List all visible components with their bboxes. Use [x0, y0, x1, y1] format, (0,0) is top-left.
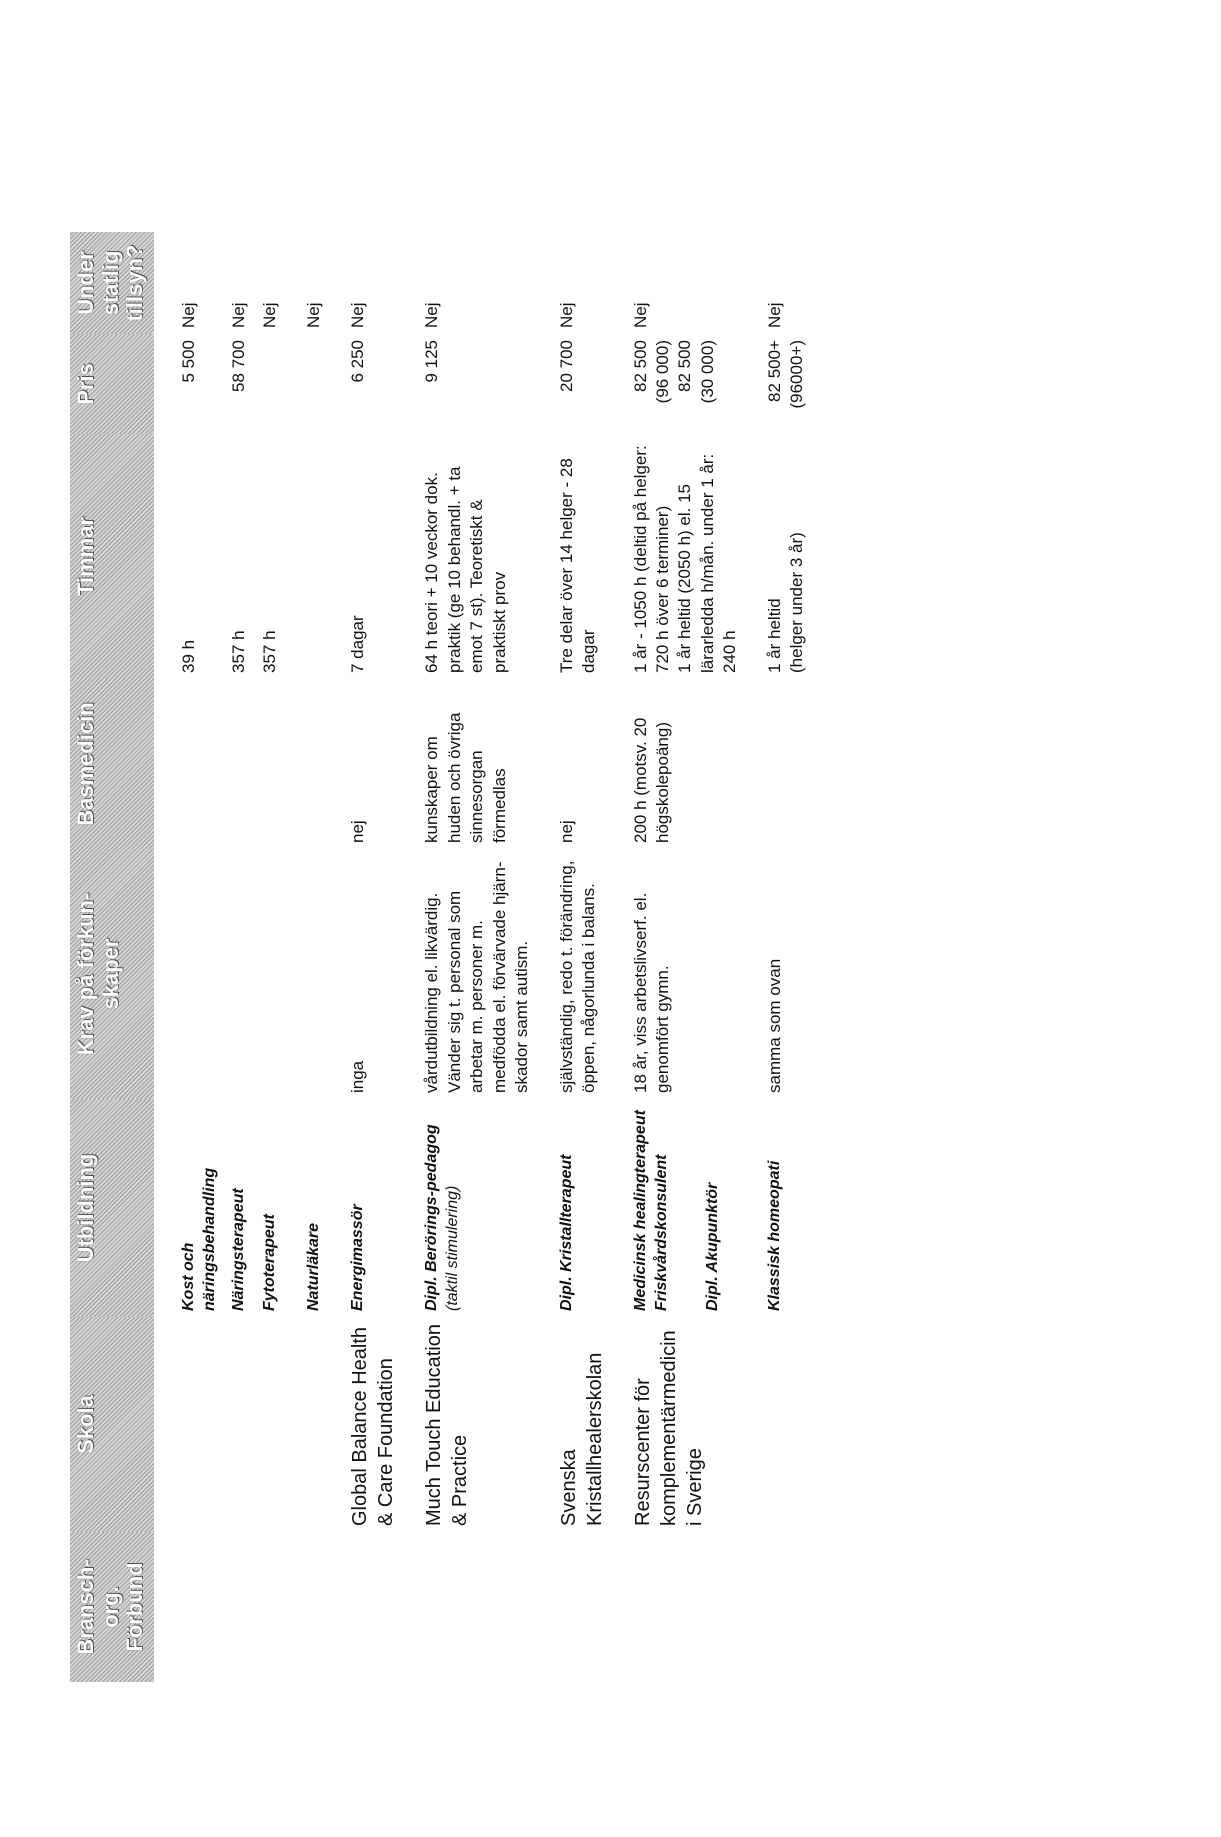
- cell-education: [154, 1099, 347, 1317]
- header-label: Under statlig tillsyn?: [73, 244, 148, 322]
- education-item: Näringsterapeut: [229, 1188, 247, 1311]
- cell-supervision: [421, 232, 555, 334]
- school-text: Svenska Kristallhealerskolan: [557, 1352, 606, 1526]
- school-text: Much Touch Education & Practice: [423, 1324, 472, 1526]
- cell-basmedicin: [347, 679, 421, 849]
- cell-basmedicin: [764, 679, 831, 849]
- header-krav: [70, 849, 154, 1099]
- hours-item: 39 h: [178, 639, 198, 673]
- supervision-item: Nej: [303, 302, 323, 328]
- cell-price: [347, 334, 421, 434]
- education-item: Fytoterapeut: [260, 1214, 278, 1311]
- table-row: [630, 232, 764, 1682]
- cell-school: [154, 1317, 347, 1532]
- header-label: Skola: [73, 1395, 98, 1454]
- header-label: Krav på förkun- skaper: [73, 892, 123, 1056]
- cell-requirements: [154, 849, 347, 1099]
- requirements-text: vårdutbildning el. likvärdig. Vänder sig t. personal som arbetar m. personer m. medfödda el. förvärvade hjärn-skador samt autism.: [422, 861, 532, 1093]
- header-skola: [70, 1317, 154, 1532]
- header-timmar: [70, 434, 154, 679]
- hours-item: 64 h teori + 10 veckor dok. praktik (ge 10 behandl. + ta emot 7 st). Teoretiskt & praktiskt prov: [422, 466, 509, 673]
- cell-org: [556, 1532, 630, 1682]
- cell-school: [556, 1317, 630, 1532]
- cell-price: [421, 334, 555, 434]
- supervision-item: Nej: [178, 302, 198, 328]
- hours-item: 1 år heltid: [764, 598, 784, 673]
- hours-item: (helger under 3 år): [787, 532, 807, 673]
- education-item: Medicinsk healingterapeut: [631, 1110, 649, 1311]
- education-item: Klassisk homeopati: [765, 1160, 783, 1311]
- price-item: 82 500: [630, 340, 650, 392]
- requirements-text: självständig, redo t. förändring, öppen, någorlunda i balans.: [556, 860, 598, 1093]
- cell-education: [556, 1099, 630, 1317]
- header-basmedicin: [70, 679, 154, 849]
- header-utbildning: [70, 1099, 154, 1317]
- cell-price: [630, 334, 764, 434]
- header-row: [70, 232, 154, 1682]
- cell-supervision: [154, 232, 347, 334]
- supervision-item: Nej: [259, 302, 279, 328]
- hours-item: 1 år heltid (2050 h) el. 15 lärarledda h/mån. under 1 år: 240 h: [675, 453, 740, 673]
- cell-requirements: [630, 849, 764, 1099]
- header-label: Timmar: [73, 516, 98, 597]
- cell-basmedicin: [556, 679, 630, 849]
- basmedicin-text: 200 h (motsv. 20 högskolepoäng): [630, 717, 672, 843]
- requirements-text: samma som ovan: [764, 958, 784, 1093]
- education-item: Dipl. Berörings-pedagog: [423, 1124, 441, 1311]
- cell-price: [556, 334, 630, 434]
- education-note: (taktil stimulering): [444, 1185, 462, 1311]
- cell-org: [421, 1532, 555, 1682]
- basmedicin-text: nej: [348, 820, 368, 843]
- supervision-item: Nej: [228, 302, 248, 328]
- requirements-text: 18 år, viss arbetslivserf. el. genomfört gymn.: [630, 892, 672, 1093]
- cell-requirements: [347, 849, 421, 1099]
- cell-hours: [556, 434, 630, 679]
- basmedicin-text: kunskaper om huden och övriga sinnesorgan förmedlas: [422, 712, 509, 843]
- cell-requirements: [764, 849, 831, 1099]
- cell-school: [630, 1317, 764, 1532]
- supervision-item: Nej: [422, 302, 442, 328]
- header-branschorg: [70, 1532, 154, 1682]
- cell-price: [154, 334, 347, 434]
- cell-price: [764, 334, 831, 434]
- school-text: Global Balance Health & Care Foundation: [349, 1326, 398, 1526]
- cell-hours: [630, 434, 764, 679]
- cell-education: [630, 1099, 764, 1317]
- price-item: 58 700: [228, 340, 248, 392]
- education-item: Dipl. Kristallterapeut: [557, 1154, 575, 1311]
- cell-basmedicin: [630, 679, 764, 849]
- cell-school: [421, 1317, 555, 1532]
- header-tillsyn: [70, 232, 154, 334]
- price-item: 5 500: [178, 340, 198, 383]
- table-row: [764, 232, 831, 1682]
- cell-hours: [154, 434, 347, 679]
- price-item: (30 000): [697, 340, 717, 404]
- cell-hours: [421, 434, 555, 679]
- cell-supervision: [630, 232, 764, 334]
- education-item: Energimassör: [349, 1204, 367, 1311]
- supervision-item: Nej: [630, 302, 650, 328]
- cell-education: [347, 1099, 421, 1317]
- cell-basmedicin: [421, 679, 555, 849]
- price-item: [259, 340, 303, 428]
- basmedicin-text: nej: [556, 820, 576, 843]
- cell-school: [347, 1317, 421, 1532]
- cell-supervision: [347, 232, 421, 334]
- cell-requirements: [421, 849, 555, 1099]
- header-label: Pris: [73, 363, 98, 405]
- hours-item: 7 dagar: [348, 615, 368, 673]
- cell-education: [421, 1099, 555, 1317]
- cell-education: [764, 1099, 831, 1317]
- cell-org: [347, 1532, 421, 1682]
- table-row: [154, 232, 347, 1682]
- education-item: Kost och näringsbehandling: [179, 1167, 218, 1311]
- rotated-sheet: [0, 172, 1221, 1837]
- header-label: Bransch- org. Förbund: [73, 1559, 148, 1655]
- table-row: [421, 232, 555, 1682]
- supervision-item: Nej: [764, 302, 784, 328]
- cell-org: [154, 1532, 347, 1682]
- header-label: Utbildning: [73, 1153, 98, 1263]
- price-item: 9 125: [422, 340, 442, 383]
- hours-item: 1 år - 1050 h (deltid på helger: 720 h över 6 terminer): [630, 445, 672, 673]
- table-row: [347, 232, 421, 1682]
- education-item: Naturläkare: [304, 1222, 322, 1311]
- school-text: Resurscenter för komplementärmedicin i Sverige: [631, 1330, 706, 1526]
- requirements-text: inga: [348, 1060, 368, 1093]
- cell-school: [764, 1317, 831, 1532]
- price-item: 82 500: [675, 340, 695, 392]
- header-label: Basmedicin: [73, 702, 98, 826]
- price-item: (96000+): [787, 340, 807, 409]
- cell-basmedicin: [154, 679, 347, 849]
- cell-hours: [764, 434, 831, 679]
- cell-hours: [347, 434, 421, 679]
- cell-supervision: [556, 232, 630, 334]
- hours-item: 357 h: [259, 630, 279, 673]
- hours-item: 357 h: [228, 630, 248, 673]
- education-item: Dipl. Akupunktör: [703, 1182, 721, 1311]
- education-item: Friskvårdskonsulent: [652, 1154, 670, 1311]
- supervision-item: Nej: [348, 302, 368, 328]
- hours-item: Tre delar över 14 helger - 28 dagar: [556, 458, 598, 673]
- cell-supervision: [764, 232, 831, 334]
- cell-org: [764, 1532, 831, 1682]
- price-item: (96 000): [652, 340, 672, 404]
- price-item: 82 500+: [764, 340, 784, 402]
- price-item: 6 250: [348, 340, 368, 383]
- supervision-item: Nej: [556, 302, 576, 328]
- cell-org: [630, 1532, 764, 1682]
- cell-requirements: [556, 849, 630, 1099]
- price-item: 20 700: [556, 340, 576, 392]
- header-pris: [70, 334, 154, 434]
- table-row: [556, 232, 630, 1682]
- education-table: [70, 232, 831, 1682]
